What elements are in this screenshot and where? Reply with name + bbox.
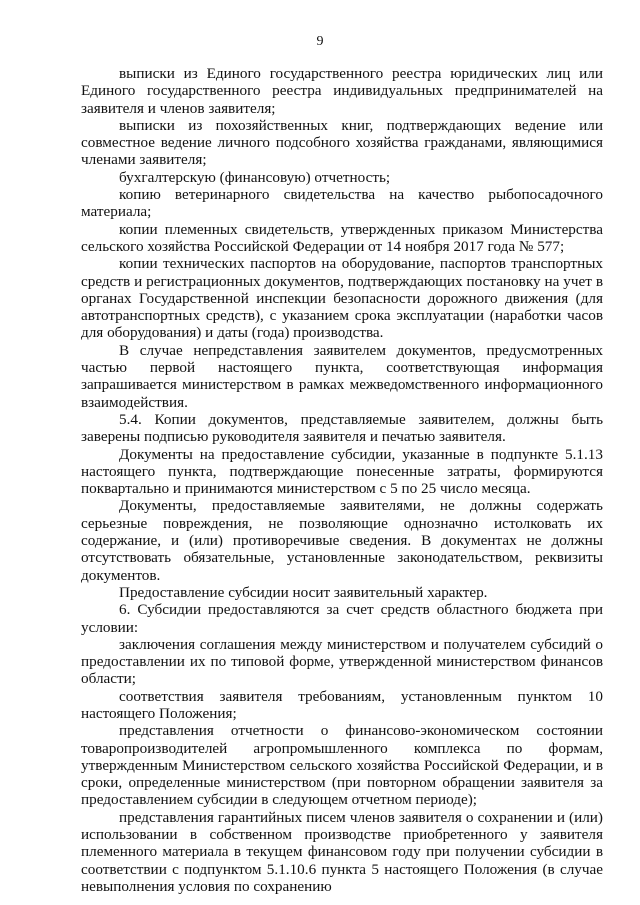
paragraph-accounting-reports: бухгалтерскую (финансовую) отчетность;	[119, 168, 391, 186]
paragraph-document-damage: Документы, предоставляемые заявителями, не должны содержать серьезные повреждения, не позволяющие однозначно истолковать их содержание, и (или) противоречивые сведения. В документах не должны отсутствовать обязательные, установленные законодательством, реквизиты документов.	[81, 497, 603, 584]
document-body	[81, 65, 603, 895]
paragraph-agreement-condition: заключения соглашения между министерством и получателем субсидий о предоставлении их по типовой форме, утвержденной министерством финансов области;	[81, 635, 603, 688]
paragraph-quarterly-documents: Документы на предоставление субсидии, указанные в подпункте 5.1.13 настоящего пункта, подтверждающие понесенные затраты, формируются поквартально и принимаются министерством с 5 по 25 число месяца.	[81, 445, 603, 498]
paragraph-interagency-request: В случае непредставления заявителем документов, предусмотренных частью первой настоящего пункта, соответствующая информация запрашивается министерством в рамках межведомственного информационного взаимодействия.	[81, 341, 603, 411]
paragraph-declarative-nature: Предоставление субсидии носит заявительный характер.	[119, 583, 488, 601]
page-number: 9	[316, 34, 324, 49]
paragraph-guarantee-letters-condition: представления гарантийных писем членов заявителя о сохранении и (или) использовании в собственном производстве приобретенного у заявителя племенного материала в текущем финансовом году при получении субсидии в соответствии с подпунктом 5.1.10.6 пункта 5 настоящего Положения (в случае невыполнения условия по сохранению	[81, 808, 603, 895]
paragraph-reporting-condition: представления отчетности о финансово-экономическом состоянии товаропроизводителей агропромышленного комплекса по формам, утвержденным Министерством сельского хозяйства Российской Федерации, и в сроки, определенные министерством (при повторном обращении заявителя за предоставлением субсидии в следующем отчетном периоде);	[81, 722, 603, 809]
paragraph-egrul-extract: выписки из Единого государственного реестра юридических лиц или Единого государственного реестра индивидуальных предпринимателей на заявителя и членов заявителя;	[81, 65, 603, 117]
paragraph-requirements-condition: соответствия заявителя требованиям, установленным пунктом 10 настоящего Положения;	[81, 687, 603, 722]
paragraph-5-4-copies: 5.4. Копии документов, представляемые заявителем, должны быть заверены подписью руководителя заявителя и печатью заявителя.	[81, 410, 603, 446]
paragraph-technical-passports: копии технических паспортов на оборудование, паспортов транспортных средств и регистрационных документов, подтверждающих постановку на учет в органах Государственной инспекции безопасности дорожного движения (для автотранспортных средств), с указанием срока эксплуатации (наработки часов для оборудования) и даты (года) производства.	[81, 255, 603, 342]
paragraph-6-subsidy-conditions: 6. Субсидии предоставляются за счет средств областного бюджета при условии:	[81, 601, 603, 636]
paragraph-household-books-extract: выписки из похозяйственных книг, подтверждающих ведение или совместное ведение личного подсобного хозяйства гражданами, являющимися членами заявителя;	[81, 116, 603, 169]
paragraph-veterinary-certificate: копию ветеринарного свидетельства на качество рыбопосадочного материала;	[81, 186, 603, 221]
paragraph-breeding-certificates: копии племенных свидетельств, утвержденных приказом Министерства сельского хозяйства Российской Федерации от 14 ноября 2017 года № 577;	[81, 220, 603, 255]
